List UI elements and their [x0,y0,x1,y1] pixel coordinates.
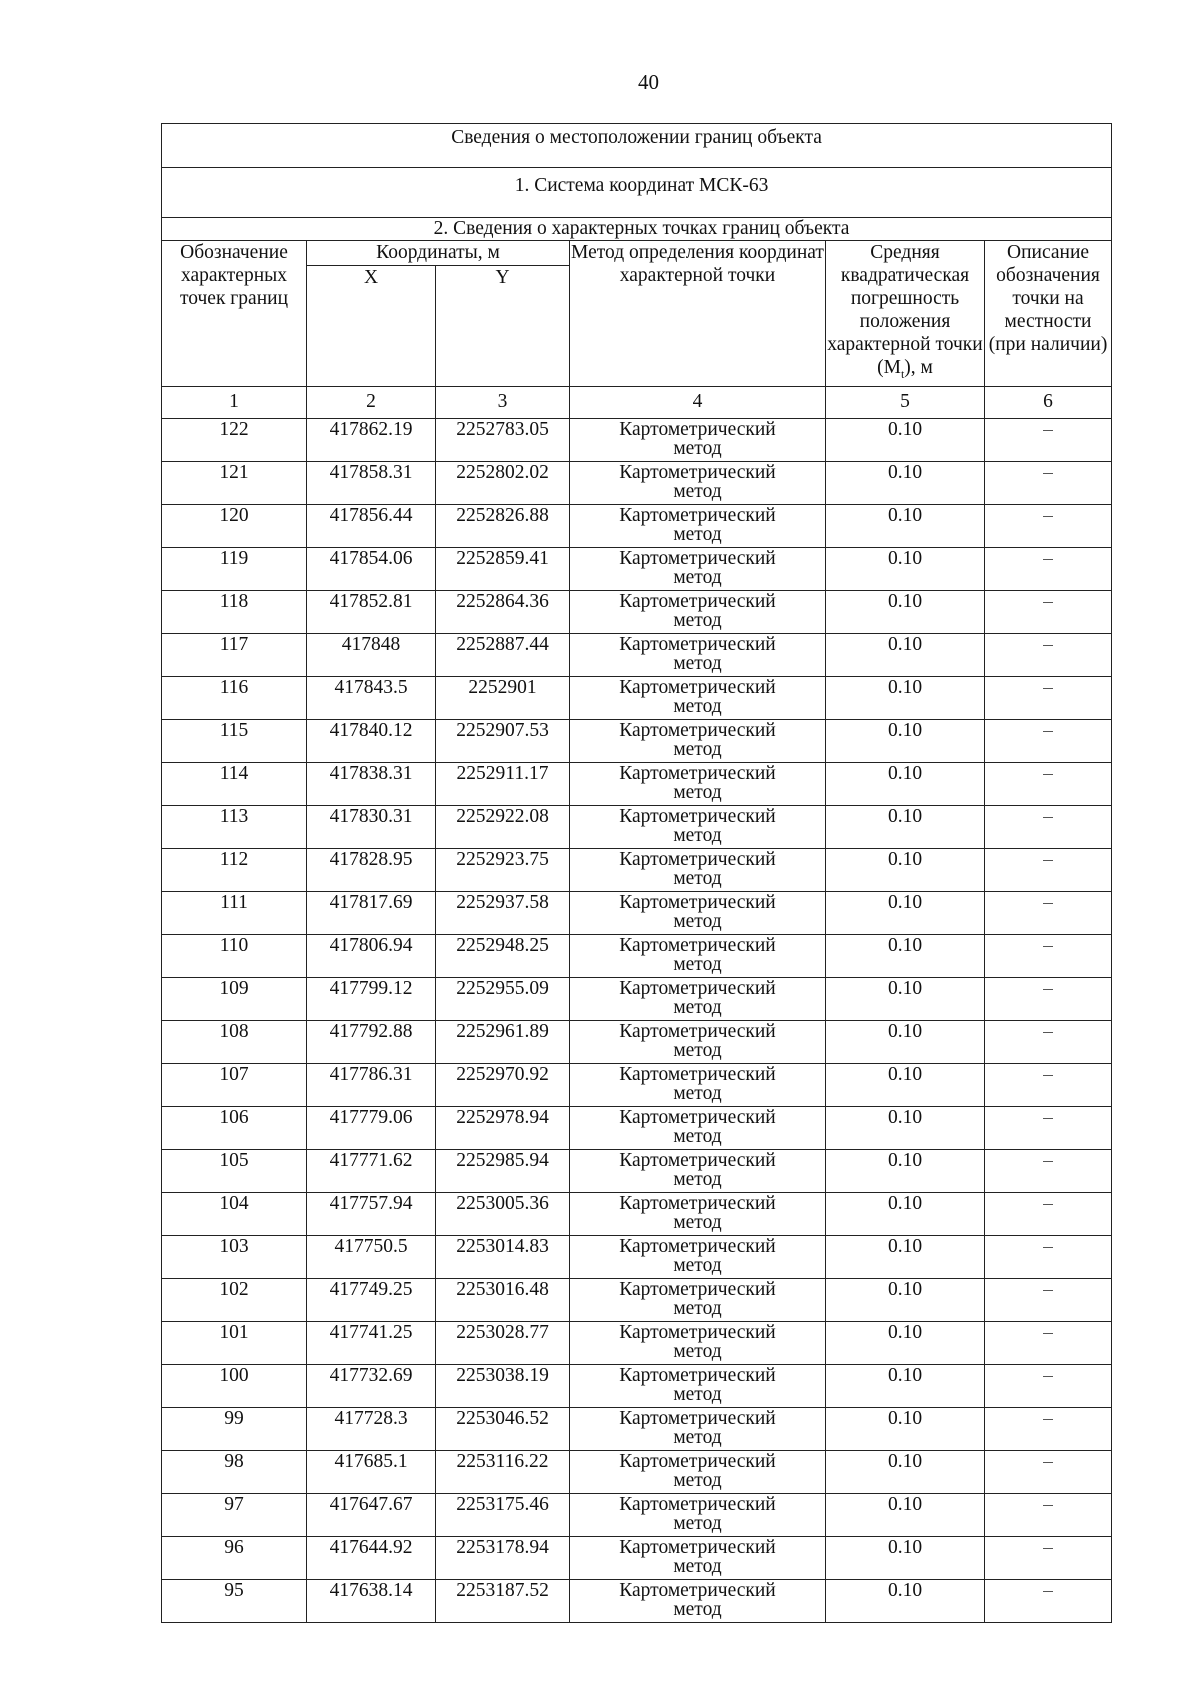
method-line-2: метод [673,480,722,502]
table-row [162,1450,1112,1493]
coordinate-y: 2253046.52 [436,1407,570,1450]
header-coordinates: Координаты, м [307,241,570,266]
point-designation: 108 [162,1020,307,1063]
point-designation: 109 [162,977,307,1020]
point-description: – [985,676,1112,719]
column-number-1: 1 [162,386,307,418]
method-line-2: метод [673,1125,722,1147]
point-description: – [985,1450,1112,1493]
point-description: – [985,1321,1112,1364]
point-designation: 102 [162,1278,307,1321]
coordinate-y: 2253178.94 [436,1536,570,1579]
method-line-1: Картометрический [619,547,776,569]
table-row [162,977,1112,1020]
method-line-2: метод [673,953,722,975]
table-row [162,934,1112,977]
coordinate-x: 417786.31 [307,1063,436,1106]
method-line-1: Картометрический [619,418,776,440]
coordinate-x: 417840.12 [307,719,436,762]
mean-square-error: 0.10 [826,977,985,1020]
coordinate-y: 2252961.89 [436,1020,570,1063]
column-number-3: 3 [436,386,570,418]
method-line-2: метод [673,867,722,889]
coordinate-x: 417838.31 [307,762,436,805]
header-description: Описание обозначения точки на местности (при наличии) [985,241,1112,387]
table-row [162,719,1112,762]
determination-method [570,1536,826,1579]
point-description: – [985,504,1112,547]
point-designation: 107 [162,1063,307,1106]
determination-method [570,461,826,504]
column-number-4: 4 [570,386,826,418]
method-line-2: метод [673,1082,722,1104]
point-designation: 118 [162,590,307,633]
coordinate-x: 417848 [307,633,436,676]
method-line-2: метод [673,1297,722,1319]
boundary-points-table [161,123,1112,1623]
determination-method [570,1278,826,1321]
table-row [162,1192,1112,1235]
method-line-2: метод [673,1426,722,1448]
point-designation: 117 [162,633,307,676]
point-designation: 98 [162,1450,307,1493]
coordinate-x: 417685.1 [307,1450,436,1493]
determination-method [570,590,826,633]
header-error-main: Средняя квадратическая погрешность положения характерной точки (M [827,242,983,378]
point-designation: 121 [162,461,307,504]
method-line-2: метод [673,1555,722,1577]
point-description: – [985,1364,1112,1407]
coordinate-y: 2252922.08 [436,805,570,848]
point-designation: 99 [162,1407,307,1450]
method-line-2: метод [673,910,722,932]
method-line-1: Картометрический [619,1450,776,1472]
point-description: – [985,1192,1112,1235]
method-line-1: Картометрический [619,1235,776,1257]
method-line-2: метод [673,1598,722,1620]
table-row [162,1235,1112,1278]
coordinate-y: 2252948.25 [436,934,570,977]
coordinate-x: 417732.69 [307,1364,436,1407]
coordinate-x: 417757.94 [307,1192,436,1235]
mean-square-error: 0.10 [826,1407,985,1450]
mean-square-error: 0.10 [826,504,985,547]
method-line-1: Картометрический [619,848,776,870]
method-line-1: Картометрический [619,934,776,956]
coordinate-x: 417806.94 [307,934,436,977]
mean-square-error: 0.10 [826,676,985,719]
point-description: – [985,590,1112,633]
coordinate-x: 417638.14 [307,1579,436,1622]
point-designation: 110 [162,934,307,977]
coordinate-y: 2253014.83 [436,1235,570,1278]
header-error-tail: ), м [904,357,933,378]
table-row [162,1579,1112,1622]
method-line-1: Картометрический [619,719,776,741]
method-line-1: Картометрический [619,1364,776,1386]
point-designation: 111 [162,891,307,934]
determination-method [570,418,826,461]
method-line-1: Картометрический [619,676,776,698]
coordinate-y: 2252864.36 [436,590,570,633]
coordinate-y: 2253016.48 [436,1278,570,1321]
coordinate-x: 417644.92 [307,1536,436,1579]
mean-square-error: 0.10 [826,1020,985,1063]
mean-square-error: 0.10 [826,1579,985,1622]
method-line-1: Картометрический [619,1063,776,1085]
mean-square-error: 0.10 [826,805,985,848]
mean-square-error: 0.10 [826,1536,985,1579]
method-line-1: Картометрический [619,762,776,784]
coordinate-y: 2252907.53 [436,719,570,762]
coordinate-x: 417792.88 [307,1020,436,1063]
header-method: Метод определения координат характерной точки [570,241,826,387]
method-line-1: Картометрический [619,1321,776,1343]
determination-method [570,1407,826,1450]
method-line-2: метод [673,437,722,459]
coordinate-y: 2253175.46 [436,1493,570,1536]
table-row [162,1278,1112,1321]
coordinate-y: 2252978.94 [436,1106,570,1149]
table-row [162,1321,1112,1364]
determination-method [570,1579,826,1622]
point-description: – [985,1063,1112,1106]
point-designation: 106 [162,1106,307,1149]
coordinate-x: 417728.3 [307,1407,436,1450]
point-designation: 119 [162,547,307,590]
method-line-2: метод [673,1512,722,1534]
determination-method [570,504,826,547]
coordinate-x: 417843.5 [307,676,436,719]
point-description: – [985,1149,1112,1192]
table-row [162,1149,1112,1192]
method-line-2: метод [673,695,722,717]
point-description: – [985,934,1112,977]
method-line-2: метод [673,1039,722,1061]
determination-method [570,848,826,891]
determination-method [570,1106,826,1149]
table-row [162,891,1112,934]
points-section-title: 2. Сведения о характерных точках границ объекта [162,218,1112,241]
mean-square-error: 0.10 [826,1149,985,1192]
header-error [826,241,985,387]
coordinate-y: 2252783.05 [436,418,570,461]
mean-square-error: 0.10 [826,1235,985,1278]
point-description: – [985,891,1112,934]
mean-square-error: 0.10 [826,547,985,590]
coordinate-x: 417828.95 [307,848,436,891]
point-designation: 115 [162,719,307,762]
table-row [162,1536,1112,1579]
method-line-2: метод [673,1469,722,1491]
point-designation: 95 [162,1579,307,1622]
coordinate-y: 2253116.22 [436,1450,570,1493]
coordinate-y: 2252911.17 [436,762,570,805]
table-row [162,590,1112,633]
coordinate-y: 2252923.75 [436,848,570,891]
mean-square-error: 0.10 [826,418,985,461]
determination-method [570,547,826,590]
method-line-1: Картометрический [619,1493,776,1515]
determination-method [570,934,826,977]
point-designation: 100 [162,1364,307,1407]
point-description: – [985,1278,1112,1321]
point-designation: 112 [162,848,307,891]
determination-method [570,1493,826,1536]
point-description: – [985,633,1112,676]
determination-method [570,1192,826,1235]
coordinate-x: 417854.06 [307,547,436,590]
method-line-1: Картометрический [619,1536,776,1558]
mean-square-error: 0.10 [826,1364,985,1407]
table-row [162,1063,1112,1106]
method-line-2: метод [673,652,722,674]
table-row [162,1407,1112,1450]
determination-method [570,805,826,848]
coordinate-x: 417862.19 [307,418,436,461]
coordinate-x: 417852.81 [307,590,436,633]
coordinate-y: 2252985.94 [436,1149,570,1192]
coordinate-y: 2253028.77 [436,1321,570,1364]
table-row [162,418,1112,461]
method-line-1: Картометрический [619,1407,776,1429]
page-number: 40 [638,70,659,94]
table-row [162,1364,1112,1407]
determination-method [570,1149,826,1192]
point-description: – [985,461,1112,504]
coordinate-y: 2252826.88 [436,504,570,547]
coordinate-y: 2253038.19 [436,1364,570,1407]
method-line-1: Картометрический [619,461,776,483]
method-line-2: метод [673,609,722,631]
point-designation: 104 [162,1192,307,1235]
method-line-1: Картометрический [619,590,776,612]
coordinate-x: 417856.44 [307,504,436,547]
mean-square-error: 0.10 [826,891,985,934]
method-line-2: метод [673,996,722,1018]
mean-square-error: 0.10 [826,848,985,891]
mean-square-error: 0.10 [826,934,985,977]
table-row [162,504,1112,547]
table-row [162,547,1112,590]
point-description: – [985,719,1112,762]
mean-square-error: 0.10 [826,762,985,805]
determination-method [570,1321,826,1364]
coordinate-y: 2252970.92 [436,1063,570,1106]
coordinate-x: 417749.25 [307,1278,436,1321]
point-description: – [985,1493,1112,1536]
coordinate-y: 2252887.44 [436,633,570,676]
determination-method [570,977,826,1020]
method-line-1: Картометрический [619,891,776,913]
table-row [162,1493,1112,1536]
mean-square-error: 0.10 [826,1278,985,1321]
method-line-2: метод [673,824,722,846]
point-designation: 103 [162,1235,307,1278]
method-line-1: Картометрический [619,1020,776,1042]
mean-square-error: 0.10 [826,1321,985,1364]
table-row [162,1020,1112,1063]
column-number-5: 5 [826,386,985,418]
coordinate-system: 1. Система координат МСК-63 [162,168,1112,218]
point-designation: 105 [162,1149,307,1192]
method-line-1: Картометрический [619,805,776,827]
coordinate-x: 417817.69 [307,891,436,934]
point-description: – [985,1536,1112,1579]
method-line-2: метод [673,1383,722,1405]
determination-method [570,676,826,719]
mean-square-error: 0.10 [826,1063,985,1106]
point-designation: 122 [162,418,307,461]
method-line-2: метод [673,781,722,803]
mean-square-error: 0.10 [826,461,985,504]
determination-method [570,891,826,934]
mean-square-error: 0.10 [826,590,985,633]
method-line-2: метод [673,1211,722,1233]
determination-method [570,762,826,805]
coordinate-y: 2252802.02 [436,461,570,504]
mean-square-error: 0.10 [826,719,985,762]
table-row [162,461,1112,504]
point-designation: 101 [162,1321,307,1364]
coordinate-y: 2252859.41 [436,547,570,590]
table-row [162,1106,1112,1149]
coordinate-y: 2253005.36 [436,1192,570,1235]
method-line-1: Картометрический [619,1278,776,1300]
header-y: Y [436,266,570,387]
header-designation: Обозначение характерных точек границ [162,241,307,387]
determination-method [570,1063,826,1106]
method-line-1: Картометрический [619,504,776,526]
mean-square-error: 0.10 [826,1106,985,1149]
coordinate-x: 417858.31 [307,461,436,504]
column-number-6: 6 [985,386,1112,418]
coordinate-x: 417799.12 [307,977,436,1020]
coordinate-x: 417830.31 [307,805,436,848]
determination-method [570,633,826,676]
coordinate-y: 2253187.52 [436,1579,570,1622]
method-line-1: Картометрический [619,977,776,999]
method-line-2: метод [673,566,722,588]
method-line-2: метод [673,1168,722,1190]
point-designation: 116 [162,676,307,719]
determination-method [570,719,826,762]
header-x: X [307,266,436,387]
point-description: – [985,1235,1112,1278]
method-line-2: метод [673,523,722,545]
table-row [162,676,1112,719]
method-line-1: Картометрический [619,1579,776,1601]
table-row [162,805,1112,848]
point-description: – [985,418,1112,461]
point-description: – [985,977,1112,1020]
mean-square-error: 0.10 [826,633,985,676]
coordinate-x: 417779.06 [307,1106,436,1149]
method-line-1: Картометрический [619,1149,776,1171]
point-designation: 114 [162,762,307,805]
point-description: – [985,1106,1112,1149]
point-designation: 120 [162,504,307,547]
method-line-2: метод [673,1340,722,1362]
method-line-2: метод [673,738,722,760]
point-description: – [985,1020,1112,1063]
mean-square-error: 0.10 [826,1192,985,1235]
coordinate-x: 417750.5 [307,1235,436,1278]
header-error-sub: t [900,366,905,381]
coordinate-y: 2252937.58 [436,891,570,934]
point-designation: 97 [162,1493,307,1536]
coordinate-y: 2252955.09 [436,977,570,1020]
determination-method [570,1235,826,1278]
method-line-1: Картометрический [619,633,776,655]
determination-method [570,1364,826,1407]
table-row [162,848,1112,891]
point-description: – [985,805,1112,848]
method-line-2: метод [673,1254,722,1276]
mean-square-error: 0.10 [826,1493,985,1536]
determination-method [570,1450,826,1493]
coordinate-x: 417647.67 [307,1493,436,1536]
point-description: – [985,547,1112,590]
coordinate-x: 417771.62 [307,1149,436,1192]
table-title: Сведения о местоположении границ объекта [162,124,1112,168]
table-row [162,762,1112,805]
point-description: – [985,1407,1112,1450]
method-line-1: Картометрический [619,1106,776,1128]
point-designation: 113 [162,805,307,848]
mean-square-error: 0.10 [826,1450,985,1493]
point-description: – [985,848,1112,891]
point-description: – [985,762,1112,805]
point-description: – [985,1579,1112,1622]
method-line-1: Картометрический [619,1192,776,1214]
determination-method [570,1020,826,1063]
point-designation: 96 [162,1536,307,1579]
coordinate-y: 2252901 [436,676,570,719]
table-row [162,633,1112,676]
column-number-2: 2 [307,386,436,418]
coordinate-x: 417741.25 [307,1321,436,1364]
